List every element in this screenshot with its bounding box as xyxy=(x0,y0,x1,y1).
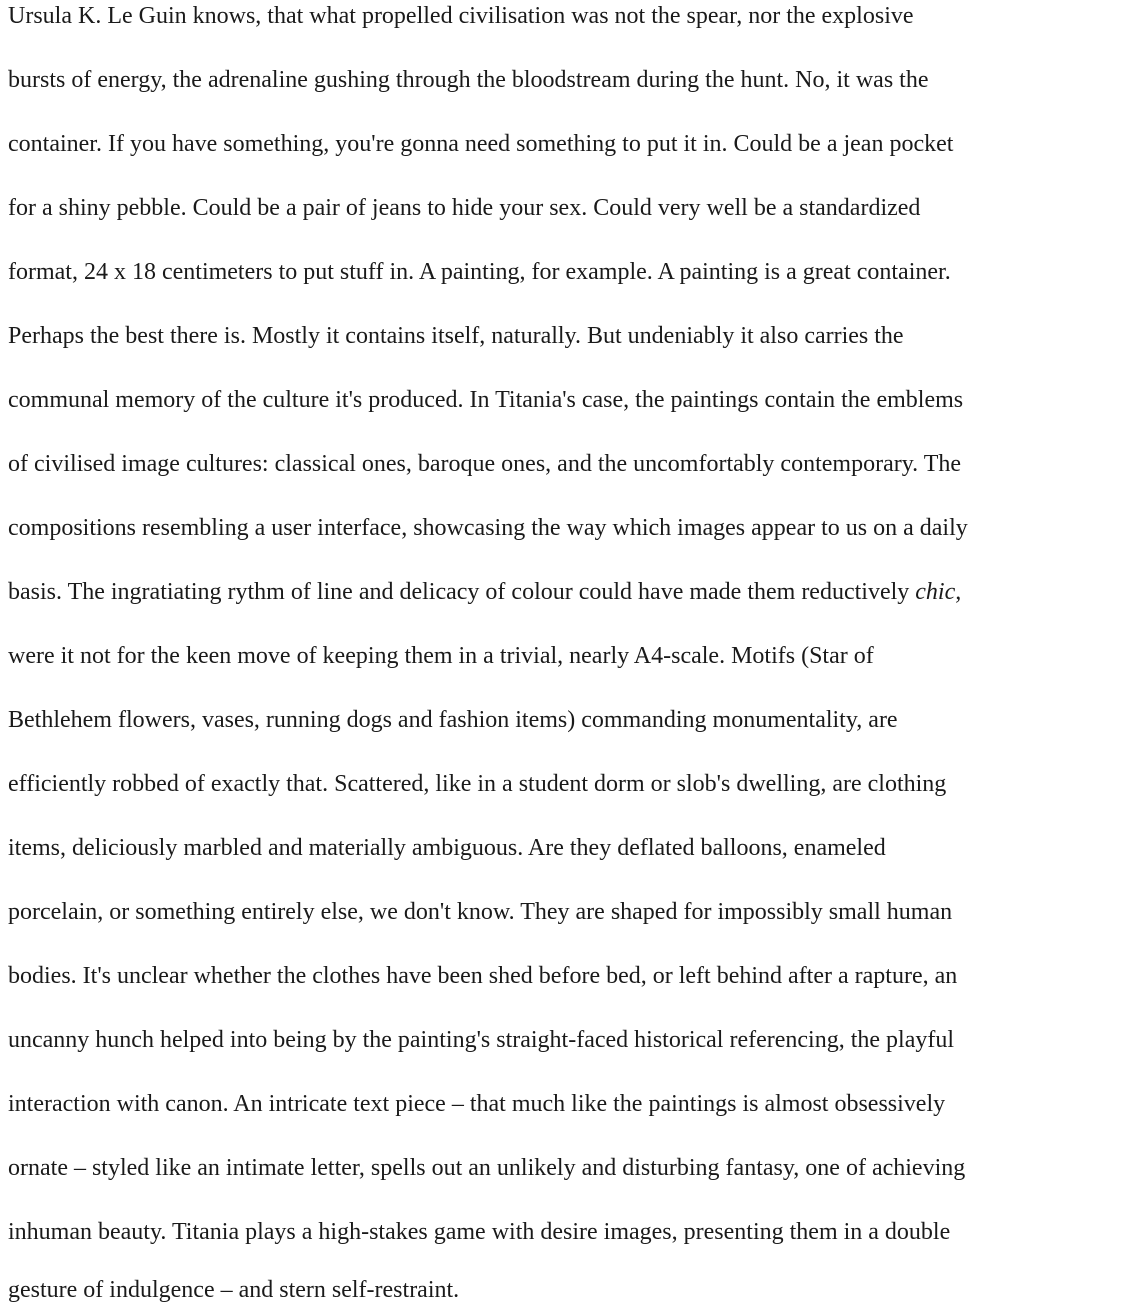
text-line-10 xyxy=(8,577,961,607)
text-line-12: Bethlehem flowers, vases, running dogs and fashion items) commanding monumentality, are xyxy=(8,707,898,733)
text-line-8: of civilised image cultures: classical ones, baroque ones, and the uncomfortably contemporary. The xyxy=(8,451,962,477)
text-line-10-main: basis. The ingratiating rythm of line and delicacy of colour could have made them reductively xyxy=(8,579,916,605)
text-line-16: bodies. It's unclear whether the clothes have been shed before bed, or left behind after a rapture, an xyxy=(8,963,958,989)
text-line-9: compositions resembling a user interface, showcasing the way which images appear to us on a daily xyxy=(8,515,968,541)
text-line-14: items, deliciously marbled and materially ambiguous. Are they deflated balloons, enameled xyxy=(8,835,886,861)
text-line-7: communal memory of the culture it's produced. In Titania's case, the paintings contain the emblems xyxy=(8,387,964,413)
text-line-4: for a shiny pebble. Could be a pair of jeans to hide your sex. Could very well be a standardized xyxy=(8,195,921,221)
text-line-5: format, 24 x 18 centimeters to put stuff in. A painting, for example. A painting is a great container. xyxy=(8,259,951,285)
text-line-1: Ursula K. Le Guin knows, that what propelled civilisation was not the spear, nor the explosive xyxy=(8,3,914,29)
text-line-19: ornate – styled like an intimate letter, spells out an unlikely and disturbing fantasy, one of achieving xyxy=(8,1155,966,1181)
text-line-21: gesture of indulgence – and stern self-restraint. xyxy=(8,1277,460,1303)
text-line-6: Perhaps the best there is. Mostly it contains itself, naturally. But undeniably it also carries the xyxy=(8,323,904,349)
text-line-3: container. If you have something, you're gonna need something to put it in. Could be a jean pocket xyxy=(8,131,954,157)
text-line-20: inhuman beauty. Titania plays a high-stakes game with desire images, presenting them in a double xyxy=(8,1219,951,1245)
italic-word: chic, xyxy=(915,579,962,605)
text-line-15: porcelain, or something entirely else, we don't know. They are shaped for impossibly small human xyxy=(8,899,953,925)
text-line-17: uncanny hunch helped into being by the painting's straight-faced historical referencing, the playful xyxy=(8,1027,955,1053)
text-line-18: interaction with canon. An intricate text piece – that much like the paintings is almost obsessively xyxy=(8,1091,946,1117)
text-line-2: bursts of energy, the adrenaline gushing through the bloodstream during the hunt. No, it was the xyxy=(8,67,929,93)
text-line-11: were it not for the keen move of keeping them in a trivial, nearly A4-scale. Motifs (Star of xyxy=(8,643,874,669)
text-line-13: efficiently robbed of exactly that. Scattered, like in a student dorm or slob's dwelling, are clothing xyxy=(8,771,947,797)
